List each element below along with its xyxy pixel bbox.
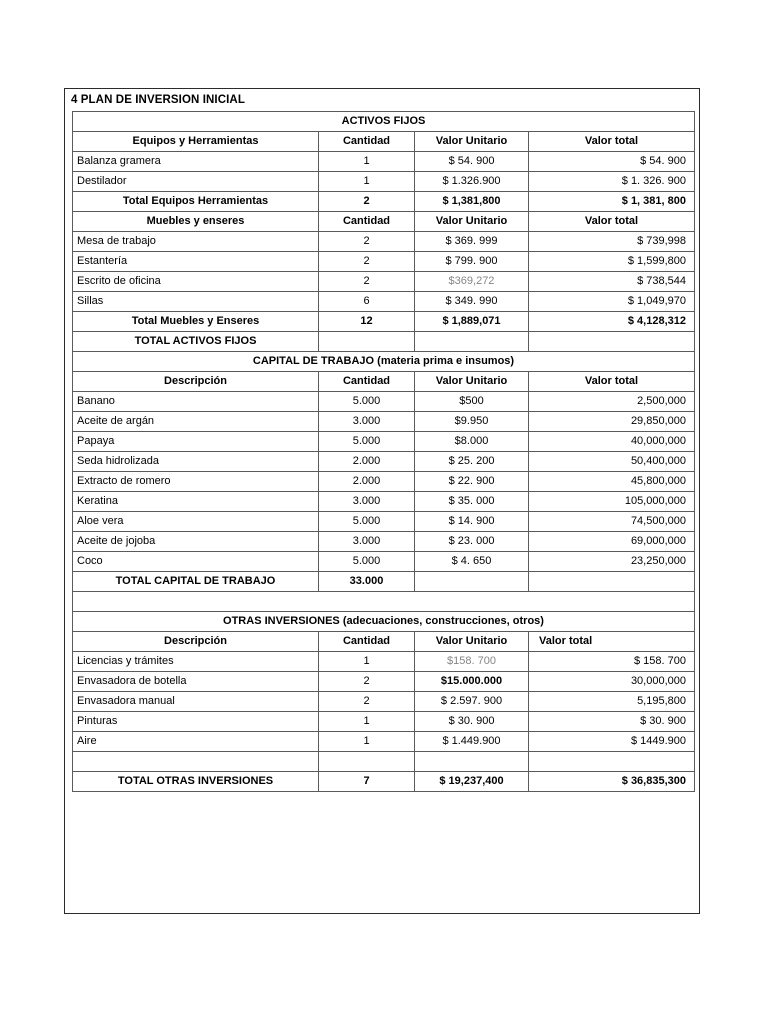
cell-valor-unitario: $ 799. 900 — [415, 252, 529, 272]
header-valor-unitario: Valor Unitario — [415, 632, 529, 652]
table-row — [73, 532, 695, 552]
cell-valor-unitario: $ 30. 900 — [415, 712, 529, 732]
cell-valor-total: $ 30. 900 — [529, 712, 695, 732]
cell-cantidad: 5.000 — [319, 552, 415, 572]
spacer-cell — [73, 592, 695, 612]
table-row — [73, 172, 695, 192]
cell-valor-unitario: $ 369. 999 — [415, 232, 529, 252]
cell-descripcion: Estantería — [73, 252, 319, 272]
cell-valor-unitario: $ 1.449.900 — [415, 732, 529, 752]
cell-descripcion: TOTAL OTRAS INVERSIONES — [73, 772, 319, 792]
cell-valor-unitario: $ 35. 000 — [415, 492, 529, 512]
table-row — [73, 552, 695, 572]
cell-cantidad: 12 — [319, 312, 415, 332]
table-header-capital — [73, 372, 695, 392]
cell-cantidad: 5.000 — [319, 392, 415, 412]
cell-descripcion: TOTAL ACTIVOS FIJOS — [73, 332, 319, 352]
header-valor-unitario: Valor Unitario — [415, 372, 529, 392]
header-valor-unitario: Valor Unitario — [415, 212, 529, 232]
header-cantidad: Cantidad — [319, 632, 415, 652]
cell-valor-unitario: $ 14. 900 — [415, 512, 529, 532]
cell-descripcion: TOTAL CAPITAL DE TRABAJO — [73, 572, 319, 592]
table-row-total-muebles — [73, 312, 695, 332]
table-row — [73, 152, 695, 172]
table-row — [73, 512, 695, 532]
cell-valor-unitario — [415, 572, 529, 592]
table-row — [73, 652, 695, 672]
cell-descripcion: Sillas — [73, 292, 319, 312]
cell-valor-total: $ 1,049,970 — [529, 292, 695, 312]
table-row — [73, 692, 695, 712]
cell-cantidad: 1 — [319, 152, 415, 172]
cell-valor-unitario: $ 349. 990 — [415, 292, 529, 312]
table-row — [73, 252, 695, 272]
cell-valor-total: $ 1. 326. 900 — [529, 172, 695, 192]
cell-valor-unitario: $ 54. 900 — [415, 152, 529, 172]
cell-valor-unitario: $158. 700 — [415, 652, 529, 672]
section-banner-otras-inversiones — [73, 612, 695, 632]
cell-valor-unitario — [415, 752, 529, 772]
cell-descripcion: Pinturas — [73, 712, 319, 732]
cell-cantidad — [319, 752, 415, 772]
table-row-total-capital-trabajo — [73, 572, 695, 592]
banner-capital-trabajo-label: CAPITAL DE TRABAJO (materia prima e insumos) — [73, 352, 695, 372]
cell-valor-total: 29,850,000 — [529, 412, 695, 432]
cell-valor-unitario: $8.000 — [415, 432, 529, 452]
cell-descripcion: Licencias y trámites — [73, 652, 319, 672]
cell-valor-unitario: $ 22. 900 — [415, 472, 529, 492]
cell-valor-unitario: $ 1,381,800 — [415, 192, 529, 212]
header-muebles: Muebles y enseres — [73, 212, 319, 232]
investment-plan-table — [72, 111, 695, 792]
cell-descripcion: Aloe vera — [73, 512, 319, 532]
table-row — [73, 732, 695, 752]
header-cantidad: Cantidad — [319, 372, 415, 392]
cell-descripcion: Papaya — [73, 432, 319, 452]
table-row-total-activos-fijos — [73, 332, 695, 352]
cell-cantidad: 1 — [319, 652, 415, 672]
cell-cantidad: 33.000 — [319, 572, 415, 592]
cell-valor-total: $ 54. 900 — [529, 152, 695, 172]
cell-cantidad: 5.000 — [319, 432, 415, 452]
cell-valor-unitario: $15.000.000 — [415, 672, 529, 692]
banner-otras-inversiones-label: OTRAS INVERSIONES (adecuaciones, construcciones, otros) — [73, 612, 695, 632]
cell-valor-total: $ 158. 700 — [529, 652, 695, 672]
cell-cantidad: 2 — [319, 692, 415, 712]
cell-valor-total: $ 1449.900 — [529, 732, 695, 752]
cell-cantidad: 3.000 — [319, 412, 415, 432]
table-row — [73, 712, 695, 732]
header-valor-total: Valor total — [529, 132, 695, 152]
cell-descripcion: Envasadora de botella — [73, 672, 319, 692]
cell-valor-total: 74,500,000 — [529, 512, 695, 532]
table-row — [73, 432, 695, 452]
cell-cantidad: 3.000 — [319, 532, 415, 552]
table-row — [73, 392, 695, 412]
cell-valor-total: 45,800,000 — [529, 472, 695, 492]
cell-cantidad: 1 — [319, 172, 415, 192]
spacer-row — [73, 592, 695, 612]
cell-descripcion: Keratina — [73, 492, 319, 512]
cell-descripcion: Destilador — [73, 172, 319, 192]
table-row — [73, 672, 695, 692]
cell-valor-unitario: $9.950 — [415, 412, 529, 432]
cell-cantidad: 2.000 — [319, 472, 415, 492]
cell-descripcion — [73, 752, 319, 772]
table-header-otras — [73, 632, 695, 652]
page-title: 4 PLAN DE INVERSION INICIAL — [71, 93, 245, 106]
cell-descripcion: Total Muebles y Enseres — [73, 312, 319, 332]
cell-valor-total: $ 1,599,800 — [529, 252, 695, 272]
cell-valor-total: 30,000,000 — [529, 672, 695, 692]
cell-cantidad: 7 — [319, 772, 415, 792]
cell-valor-total: $ 4,128,312 — [529, 312, 695, 332]
cell-valor-unitario: $500 — [415, 392, 529, 412]
cell-valor-unitario: $ 2.597. 900 — [415, 692, 529, 712]
cell-valor-unitario — [415, 332, 529, 352]
cell-valor-total: $ 36,835,300 — [529, 772, 695, 792]
cell-cantidad: 2 — [319, 192, 415, 212]
table-header-muebles — [73, 212, 695, 232]
header-cantidad: Cantidad — [319, 132, 415, 152]
cell-descripcion: Envasadora manual — [73, 692, 319, 712]
header-valor-unitario: Valor Unitario — [415, 132, 529, 152]
cell-valor-unitario: $369,272 — [415, 272, 529, 292]
document-frame — [64, 88, 700, 914]
cell-descripcion: Banano — [73, 392, 319, 412]
cell-descripcion: Aire — [73, 732, 319, 752]
section-banner-activos-fijos — [73, 112, 695, 132]
cell-valor-total — [529, 572, 695, 592]
section-banner-capital-trabajo — [73, 352, 695, 372]
header-valor-total: Valor total — [529, 632, 695, 652]
cell-descripcion: Coco — [73, 552, 319, 572]
cell-descripcion: Extracto de romero — [73, 472, 319, 492]
cell-valor-total: 40,000,000 — [529, 432, 695, 452]
header-valor-total: Valor total — [529, 212, 695, 232]
cell-descripcion: Balanza gramera — [73, 152, 319, 172]
cell-descripcion: Mesa de trabajo — [73, 232, 319, 252]
banner-activos-fijos-label: ACTIVOS FIJOS — [73, 112, 695, 132]
cell-cantidad: 1 — [319, 732, 415, 752]
cell-descripcion: Aceite de jojoba — [73, 532, 319, 552]
cell-valor-total — [529, 332, 695, 352]
cell-valor-unitario: $ 23. 000 — [415, 532, 529, 552]
cell-valor-total: 5,195,800 — [529, 692, 695, 712]
cell-valor-unitario: $ 19,237,400 — [415, 772, 529, 792]
cell-cantidad: 1 — [319, 712, 415, 732]
table-row — [73, 232, 695, 252]
cell-valor-unitario: $ 25. 200 — [415, 452, 529, 472]
cell-cantidad: 6 — [319, 292, 415, 312]
cell-valor-total — [529, 752, 695, 772]
cell-cantidad: 2.000 — [319, 452, 415, 472]
table-row-empty — [73, 752, 695, 772]
table-row — [73, 272, 695, 292]
cell-descripcion: Total Equipos Herramientas — [73, 192, 319, 212]
cell-cantidad: 2 — [319, 672, 415, 692]
cell-cantidad — [319, 332, 415, 352]
header-valor-total: Valor total — [529, 372, 695, 392]
cell-cantidad: 2 — [319, 272, 415, 292]
cell-descripcion: Seda hidrolizada — [73, 452, 319, 472]
cell-valor-total: 23,250,000 — [529, 552, 695, 572]
table-row — [73, 492, 695, 512]
header-descripcion: Descripción — [73, 632, 319, 652]
investment-plan-table-wrapper — [72, 111, 694, 792]
cell-valor-unitario: $ 1,889,071 — [415, 312, 529, 332]
cell-valor-total: 69,000,000 — [529, 532, 695, 552]
cell-cantidad: 2 — [319, 232, 415, 252]
cell-cantidad: 5.000 — [319, 512, 415, 532]
cell-valor-total: $ 1, 381, 800 — [529, 192, 695, 212]
table-row-total-equipos — [73, 192, 695, 212]
header-cantidad: Cantidad — [319, 212, 415, 232]
table-row — [73, 452, 695, 472]
cell-valor-unitario: $ 4. 650 — [415, 552, 529, 572]
table-row — [73, 472, 695, 492]
cell-cantidad: 3.000 — [319, 492, 415, 512]
header-descripcion: Descripción — [73, 372, 319, 392]
cell-valor-total: $ 739,998 — [529, 232, 695, 252]
cell-valor-unitario: $ 1.326.900 — [415, 172, 529, 192]
cell-valor-total: $ 738,544 — [529, 272, 695, 292]
cell-valor-total: 105,000,000 — [529, 492, 695, 512]
cell-cantidad: 2 — [319, 252, 415, 272]
cell-descripcion: Aceite de argán — [73, 412, 319, 432]
table-row — [73, 292, 695, 312]
table-row — [73, 412, 695, 432]
header-equipos: Equipos y Herramientas — [73, 132, 319, 152]
cell-descripcion: Escrito de oficina — [73, 272, 319, 292]
table-header-equipos — [73, 132, 695, 152]
cell-valor-total: 50,400,000 — [529, 452, 695, 472]
table-row-total-otras-inversiones — [73, 772, 695, 792]
cell-valor-total: 2,500,000 — [529, 392, 695, 412]
